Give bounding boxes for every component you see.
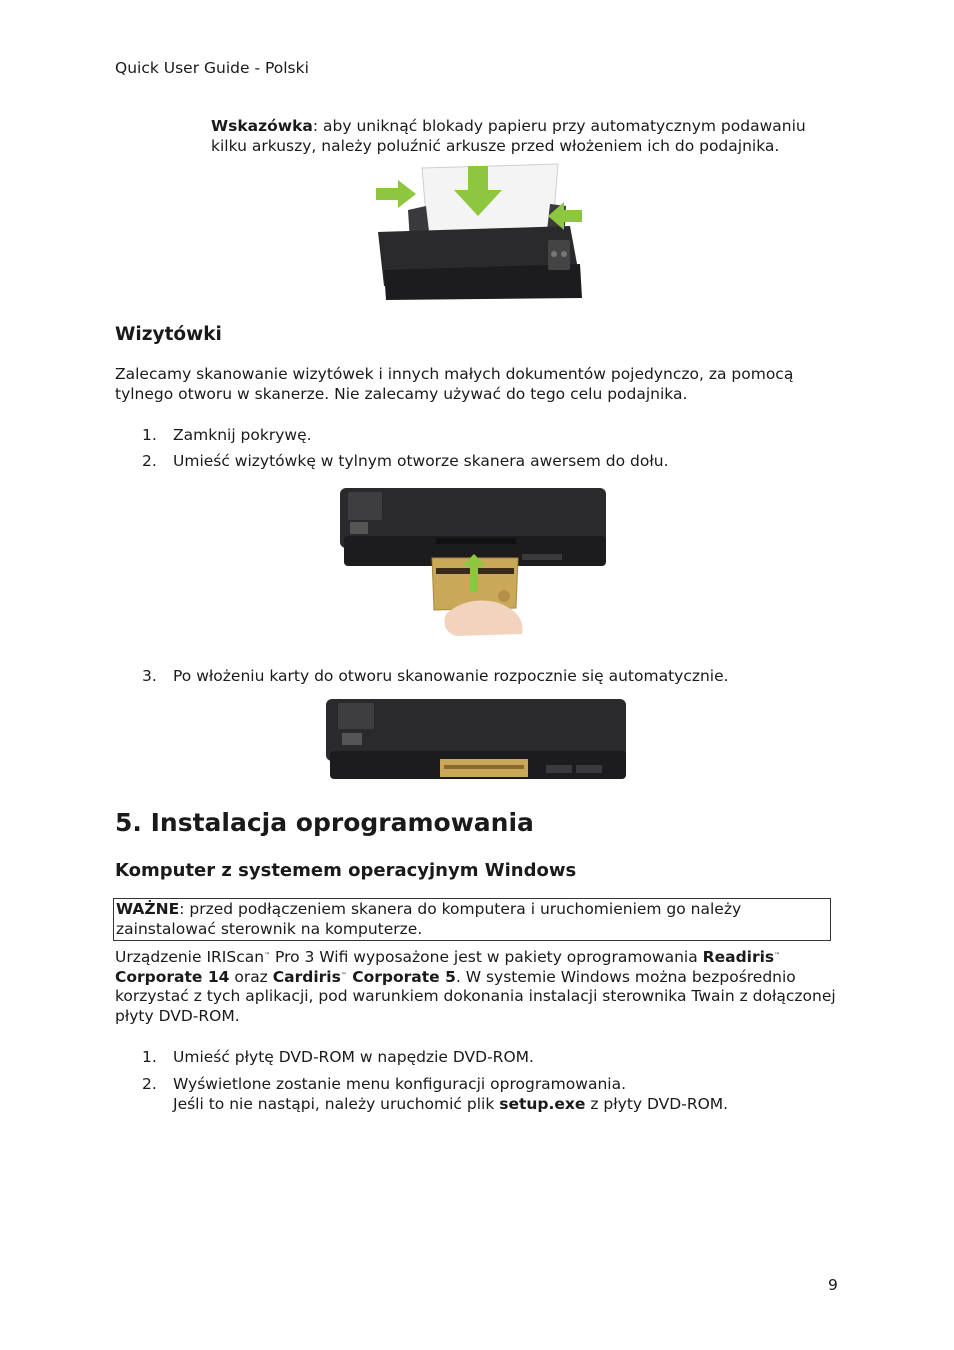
list-text: Umieść płytę DVD-ROM w napędzie DVD-ROM.	[173, 1048, 534, 1066]
list-number: 1.	[142, 426, 157, 444]
text-run: z płyty DVD-ROM.	[585, 1094, 729, 1113]
list-text: Po włożeniu karty do otworu skanowanie rozpocznie się automatycznie.	[173, 667, 729, 685]
product-name-readiris: Readiris	[702, 948, 775, 966]
product-name-cardiris: Cardiris	[272, 967, 341, 986]
section-heading-business-cards: Wizytówki	[115, 324, 222, 345]
business-card-insert-illustration	[336, 484, 610, 640]
list-number: 2.	[142, 452, 157, 470]
list-text: Zamknij pokrywę.	[173, 426, 312, 444]
text-run: Wyświetlone zostanie menu konfiguracji oprogramowania.	[173, 1075, 626, 1093]
text-run: oraz	[229, 967, 273, 986]
list-number: 1.	[142, 1048, 157, 1066]
tip-text: : aby uniknąć blokady papieru przy automatycznym podawaniu kilku arkuszy, należy poluźnić arkusze przed włożeniem ich do podajnika.	[211, 117, 806, 155]
tip-note	[211, 117, 841, 156]
running-header: Quick User Guide - Polski	[115, 59, 309, 77]
trademark: ™	[340, 971, 347, 979]
trademark: ™	[264, 952, 271, 959]
list-text: Umieść wizytówkę w tylnym otworze skanera awersem do dołu.	[173, 452, 669, 470]
list-number: 3.	[142, 667, 157, 685]
text-run: Urządzenie IRIScan	[115, 948, 265, 966]
software-paragraph	[115, 948, 840, 1026]
product-edition: Corporate 5	[346, 967, 456, 986]
text-run: Jeśli to nie nastąpi, należy uruchomić plik	[173, 1094, 500, 1113]
setup-filename: setup.exe	[499, 1094, 586, 1113]
important-box	[113, 898, 831, 941]
page-number: 9	[828, 1276, 838, 1294]
important-label: WAŻNE	[116, 900, 180, 918]
text-run: . W systemie Windows można bezpośrednio korzystać z tych aplikacji, pod warunkiem dokonania instalacji sterownika Twain z dołączonej płyty DVD-ROM.	[115, 967, 836, 1025]
product-edition: Corporate 14	[115, 967, 230, 986]
tip-label: Wskazówka	[211, 117, 313, 135]
scanner-feeder-illustration	[370, 160, 586, 302]
important-text: : przed podłączeniem skanera do komputera i uruchomieniem go należy zainstalować sterownik na komputerze.	[116, 900, 742, 938]
section-heading-install: 5. Instalacja oprogramowania	[115, 808, 534, 837]
business-cards-intro: Zalecamy skanowanie wizytówek i innych małych dokumentów pojedynczo, za pomocą tylnego otworu w skanerze. Nie zalecamy używać do tego celu podajnika.	[115, 365, 794, 403]
trademark: ™	[774, 952, 781, 959]
text-run: Pro 3 Wifi wyposażone jest w pakiety oprogramowania	[270, 948, 703, 966]
subheading-windows: Komputer z systemem operacyjnym Windows	[115, 860, 577, 881]
scanning-card-illustration	[324, 697, 628, 783]
list-number: 2.	[142, 1075, 157, 1093]
list-text	[173, 1075, 843, 1114]
